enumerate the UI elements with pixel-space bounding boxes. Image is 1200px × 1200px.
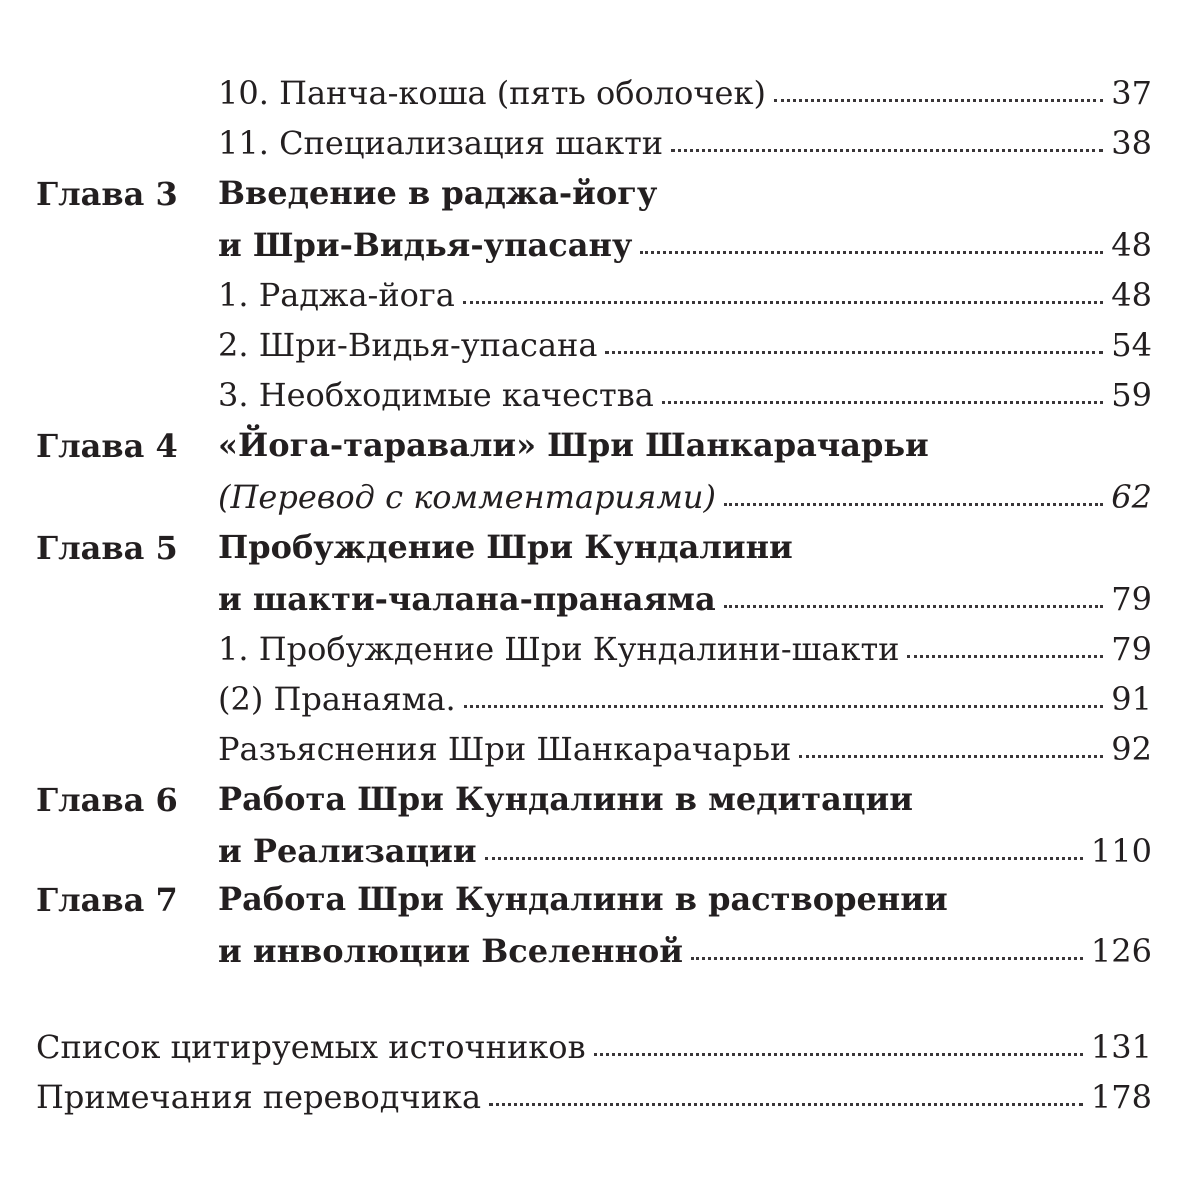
toc-entry-page: 62 bbox=[1111, 478, 1152, 516]
toc-entry bbox=[218, 220, 1152, 270]
dot-leader bbox=[724, 605, 1104, 608]
toc-entry-title: 1. Раджа-йога bbox=[218, 276, 455, 314]
toc-entry bbox=[218, 370, 1152, 420]
chapter-title-cont: и Реализации bbox=[218, 832, 477, 870]
chapter-subtitle: (Перевод с комментариями) bbox=[218, 478, 716, 516]
toc-entry-page: 92 bbox=[1111, 730, 1152, 768]
chapter-title-line bbox=[218, 774, 1152, 824]
toc-entry bbox=[218, 270, 1152, 320]
chapter-title-line bbox=[218, 168, 1152, 218]
toc-entry-page: 79 bbox=[1111, 630, 1152, 668]
chapter-title: Работа Шри Кундалини в растворении bbox=[218, 880, 948, 918]
toc-entry-title: 10. Панча-коша (пять оболочек) bbox=[218, 74, 766, 112]
dot-leader bbox=[774, 99, 1103, 102]
chapter-title-line bbox=[218, 874, 1152, 924]
toc-entry-page: 91 bbox=[1111, 680, 1152, 718]
toc-entry-title: Список цитируемых источников bbox=[36, 1028, 586, 1066]
dot-leader bbox=[594, 1053, 1083, 1056]
dot-leader bbox=[907, 655, 1103, 658]
toc-entry bbox=[36, 1022, 1152, 1072]
chapter-title: Пробуждение Шри Кундалини bbox=[218, 528, 793, 566]
dot-leader bbox=[671, 149, 1103, 152]
dot-leader bbox=[640, 251, 1103, 254]
toc-entry-title: (2) Пранаяма. bbox=[218, 680, 456, 718]
chapter-title-cont: и инволюции Вселенной bbox=[218, 932, 683, 970]
chapter-title-line bbox=[218, 420, 1152, 470]
toc-entry-page: 37 bbox=[1111, 74, 1152, 112]
toc-entry-page: 59 bbox=[1111, 376, 1152, 414]
toc-entry-title: 11. Специализация шакти bbox=[218, 124, 664, 162]
toc-entry-title: Примечания переводчика bbox=[36, 1078, 482, 1116]
chapter-label: Глава 6 bbox=[36, 781, 178, 819]
chapter-title-cont: и Шри-Видья-упасану bbox=[218, 226, 633, 264]
dot-leader bbox=[463, 301, 1104, 304]
chapter-label: Глава 7 bbox=[36, 881, 178, 919]
chapter-title: Введение в раджа-йогу bbox=[218, 174, 658, 212]
toc-entry-page: 126 bbox=[1090, 932, 1152, 970]
chapter-title-cont: и шакти-чалана-пранаяма bbox=[218, 580, 716, 618]
toc-entry-page: 48 bbox=[1111, 276, 1152, 314]
toc-entry bbox=[218, 574, 1152, 624]
dot-leader bbox=[799, 755, 1103, 758]
dot-leader bbox=[485, 857, 1083, 860]
chapter-label: Глава 4 bbox=[36, 427, 178, 465]
toc-entry bbox=[218, 118, 1152, 168]
toc-entry bbox=[218, 68, 1152, 118]
toc-entry bbox=[218, 926, 1152, 976]
toc-entry bbox=[218, 624, 1152, 674]
toc-entry-title: Разъяснения Шри Шанкарачарьи bbox=[218, 730, 792, 768]
toc-entry-page: 38 bbox=[1111, 124, 1152, 162]
dot-leader bbox=[489, 1103, 1083, 1106]
chapter-label: Глава 5 bbox=[36, 529, 178, 567]
toc-entry bbox=[218, 320, 1152, 370]
toc-entry bbox=[218, 826, 1152, 876]
toc-entry-page: 48 bbox=[1111, 226, 1152, 264]
chapter-title: «Йога-таравали» Шри Шанкарачарьи bbox=[218, 426, 929, 464]
toc-entry-title: 3. Необходимые качества bbox=[218, 376, 654, 414]
dot-leader bbox=[691, 957, 1083, 960]
toc-entry bbox=[36, 1072, 1152, 1122]
dot-leader bbox=[724, 503, 1103, 506]
toc-entry bbox=[218, 724, 1152, 774]
dot-leader bbox=[605, 351, 1103, 354]
dot-leader bbox=[464, 705, 1104, 708]
toc-entry-page: 79 bbox=[1111, 580, 1152, 618]
chapter-title-line bbox=[218, 522, 1152, 572]
toc-entry-page: 131 bbox=[1090, 1028, 1152, 1066]
dot-leader bbox=[662, 401, 1104, 404]
toc-entry-title: 1. Пробуждение Шри Кундалини-шакти bbox=[218, 630, 900, 668]
toc-entry bbox=[218, 472, 1152, 522]
chapter-label: Глава 3 bbox=[36, 175, 178, 213]
toc-entry-page: 54 bbox=[1111, 326, 1152, 364]
toc-entry-page: 110 bbox=[1090, 832, 1152, 870]
chapter-title: Работа Шри Кундалини в медитации bbox=[218, 780, 913, 818]
toc-entry bbox=[218, 674, 1152, 724]
toc-entry-page: 178 bbox=[1090, 1078, 1152, 1116]
toc-entry-title: 2. Шри-Видья-упасана bbox=[218, 326, 598, 364]
